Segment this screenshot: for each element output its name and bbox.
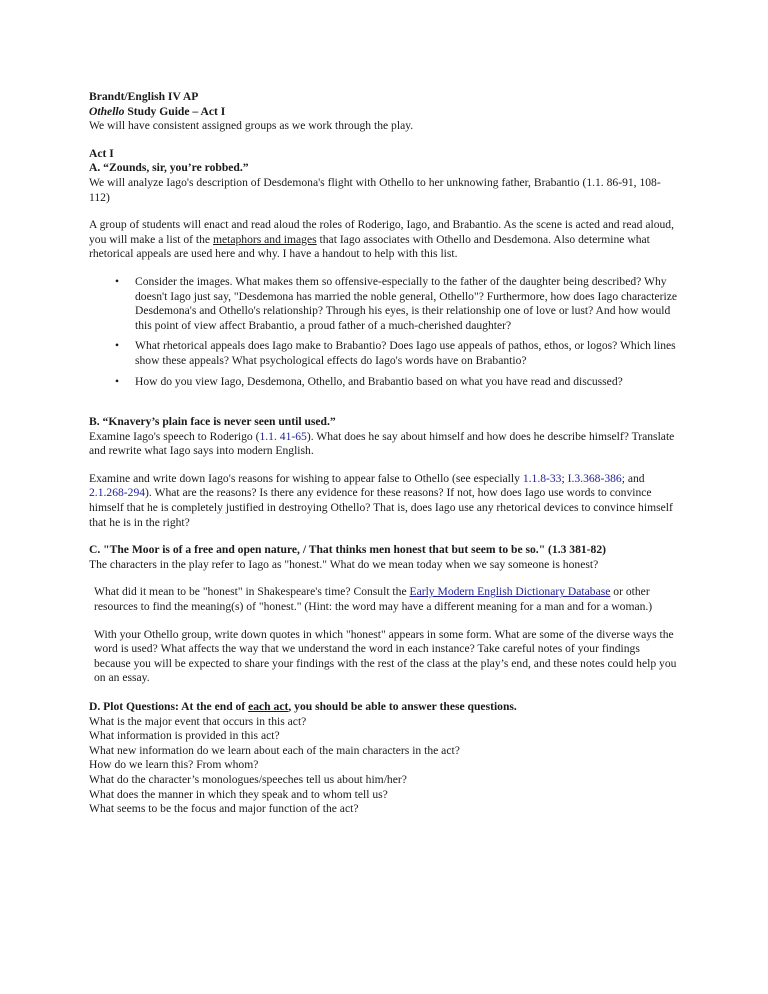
course-line: Brandt/English IV AP — [89, 90, 199, 103]
document-page — [89, 90, 677, 817]
act-heading: Act I — [89, 146, 114, 160]
list-item: • What rhetorical appeals does Iago make to Brabantio? Does Iago use appeals of pathos, ethos, or logos? Which lines show these appeals? What psychological effects do Iago's words have on Brabantio? — [115, 339, 676, 367]
section-b-paragraph-1: Examine Iago's speech to Roderigo (1.1. 41-65). What does he say about himself and how does he describe himself? Translate and rewrite what Iago says into modern English. — [89, 429, 675, 458]
plot-question: What new information do we learn about each of the main characters in the act? — [89, 743, 460, 757]
section-c-paragraph-3: With your Othello group, write down quotes in which "honest" appears in some form. What are some of the diverse ways the word is used? What affects the way that we understand the word in each instance? Take careful notes of your findings because you will be expected to share your findings with the rest of the class at the play’s end, and these notes could help you on an essay. — [94, 627, 677, 685]
section-b-heading: B. “Knavery’s plain face is never seen until used.” — [89, 415, 336, 429]
each-act-emphasis: each act — [248, 700, 289, 713]
plot-question: What do the character’s monologues/speeches tell us about him/her? — [89, 772, 407, 786]
plot-question: How do we learn this? From whom? — [89, 758, 259, 772]
line-reference-link[interactable]: I.3.368-386 — [567, 471, 622, 485]
section-c-paragraph-1: The characters in the play refer to Iago as "honest." What do we mean today when we say someone is honest? — [89, 557, 599, 571]
section-c-paragraph-2: What did it mean to be "honest" in Shakespeare's time? Consult the Early Modern English Dictionary Database or other resources to find the meaning(s) of "honest." (Hint: the word may have a different meaning for a man and for a woman.) — [94, 585, 653, 614]
plot-question: What does the manner in which they speak and to whom tell us? — [89, 787, 388, 801]
section-b-paragraph-2: Examine and write down Iago's reasons for wishing to appear false to Othello (see especially 1.1.8-33; I.3.368-386; and 2.1.268-294). What are the reasons? Is there any evidence for these reasons? If not, how does Iago use words to convince himself that he is completely justified in destroying Othello? That is, does Iago use any rhetorical devices to convince himself that he is in the right? — [89, 471, 673, 529]
plot-question: What seems to be the focus and major function of the act? — [89, 802, 359, 816]
section-d-heading: D. Plot Questions: At the end of each act, you should be able to answer these questions. — [89, 700, 517, 713]
title-play-name: Othello — [89, 104, 125, 118]
bullet-icon: • — [115, 374, 120, 388]
list-item: • Consider the images. What makes them so offensive-especially to the father of the daughter being described? Why doesn't Iago just say, "Desdemona has married the noble general, Othello"? Furthermore, how does Iago characterize Desdemona's and Othello's relationship? Through his eyes, is their relationship one of love or lust? And how would this point of view affect Brabantio, a proud father of a much-cherished daughter? — [115, 274, 677, 332]
section-a-paragraph-1: We will analyze Iago's description of Desdemona's flight with Othello to her unknowing father, Brabantio (1.1. 86-91, 108-112) — [89, 175, 661, 204]
line-reference-link[interactable]: 1.1.8-33 — [522, 471, 562, 485]
line-reference-link[interactable]: 1.1. 41-65 — [259, 429, 307, 443]
page-title — [89, 105, 677, 120]
dictionary-database-link[interactable]: Early Modern English Dictionary Database — [409, 585, 611, 599]
section-a-paragraph-2: A group of students will enact and read aloud the roles of Roderigo, Iago, and Brabantio. As the scene is acted and read aloud, you will make a list of the metaphors and images that Iago associates with Othello and Desdemona. Also determine what rhetorical appeals are used here and why. I have a handout to help with this list. — [89, 218, 674, 261]
bullet-icon: • — [115, 274, 120, 288]
intro-text: We will have consistent assigned groups as we work through the play. — [89, 119, 414, 133]
line-reference-link[interactable]: 2.1.268-294 — [89, 486, 146, 500]
bullet-icon: • — [115, 339, 120, 353]
section-a-heading: A. “Zounds, sir, you’re robbed.” — [89, 161, 249, 175]
metaphors-images-emphasis: metaphors and images — [212, 232, 317, 246]
title-rest: Study Guide – Act I — [124, 104, 226, 118]
plot-question: What is the major event that occurs in this act? — [89, 714, 307, 728]
plot-question: What information is provided in this act? — [89, 729, 280, 743]
section-a-bullet-list — [89, 275, 677, 389]
section-c-heading: C. "The Moor is of a free and open nature, / That thinks men honest that but seem to be so." (1.3 381-82) — [89, 543, 607, 557]
list-item: • How do you view Iago, Desdemona, Othello, and Brabantio based on what you have read and discussed? — [115, 374, 623, 388]
